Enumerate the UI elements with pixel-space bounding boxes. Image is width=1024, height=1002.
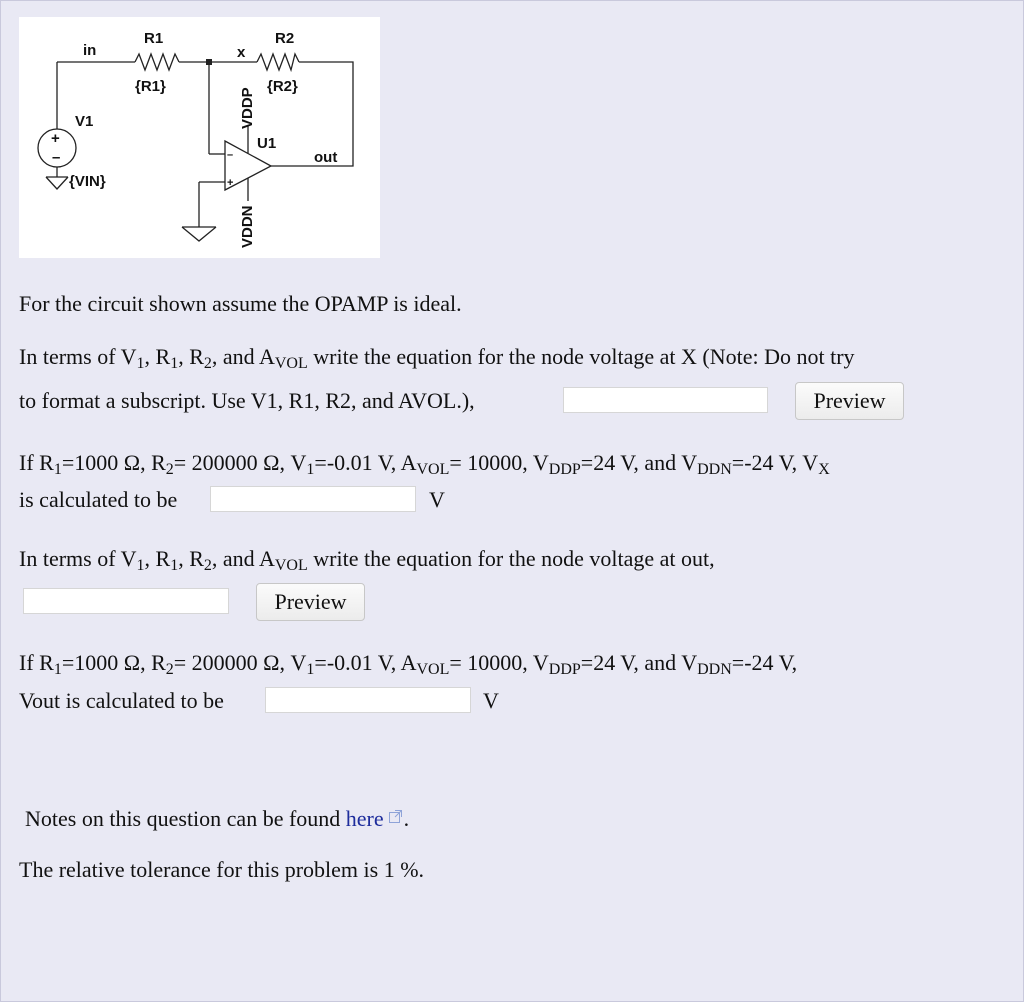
q2-line1: If $R_1=1000$ Ω, $R_2= 200000$ Ω, $V_1=-0.01$ V, $A_{VOL}= 10000$, $V_{DDP}=24$ V, and $V_{DDN}=-24$ V, $V_X$ (19, 450, 830, 478)
label-in: in (83, 42, 97, 59)
q1-answer-input[interactable] (563, 387, 768, 413)
label-vddp: VDDP (239, 87, 256, 129)
problem-statement: For the circuit shown assume the OPAMP is ideal. (19, 291, 462, 316)
q4-unit: V (483, 688, 499, 713)
label-out: out (314, 149, 338, 166)
q2-line2: is calculated to be (19, 487, 178, 512)
label-v1: V1 (75, 113, 94, 130)
external-link-icon[interactable] (388, 804, 404, 830)
label-vin: {VIN} (69, 173, 106, 190)
label-r2-value: {R2} (267, 78, 298, 95)
label-opamp-minus: – (227, 149, 234, 161)
label-opamp-plus: + (227, 177, 234, 189)
q2-answer-input[interactable] (210, 486, 416, 512)
label-r1: R1 (144, 30, 164, 47)
q1-preview-button[interactable]: Preview (795, 382, 904, 420)
node-x-dot (206, 59, 212, 65)
q2-unit: V (429, 487, 445, 512)
label-vddn: VDDN (239, 205, 256, 248)
q4-line1: If $R_1=1000$ Ω, $R_2= 200000$ Ω, $V_1=-0.01$ V, $A_{VOL}= 10000$, $V_{DDP}=24$ V, and $V_{DDN}=-24$ V, (19, 650, 798, 678)
label-r1-value: {R1} (135, 78, 166, 95)
notes-link[interactable]: here (345, 806, 384, 831)
q4-line2: Vout is calculated to be (19, 688, 224, 713)
q3-answer-input[interactable] (23, 588, 229, 614)
tolerance-text: The relative tolerance for this problem is 1 %. (19, 857, 425, 882)
q1-line2: to format a subscript. Use V1, R1, R2, and AVOL.), (19, 388, 475, 413)
q1-line1: In terms of $V_1$, $R_1$, $R_2$, and $A_{VOL}$ write the equation for the node voltage at X (Note: Do not try (19, 344, 855, 372)
label-r2: R2 (275, 30, 295, 47)
q3-preview-button[interactable]: Preview (256, 583, 365, 621)
circuit-diagram (19, 17, 380, 258)
q3-line1: In terms of $V_1$, $R_1$, $R_2$, and $A_{VOL}$ write the equation for the node voltage at out, (19, 546, 715, 574)
notes-line: Notes on this question can be found here . (25, 806, 410, 831)
label-v1-plus: + (51, 130, 60, 147)
label-u1: U1 (257, 135, 277, 152)
q4-answer-input[interactable] (265, 687, 471, 713)
label-v1-minus: – (52, 149, 61, 166)
label-x: x (237, 44, 246, 61)
